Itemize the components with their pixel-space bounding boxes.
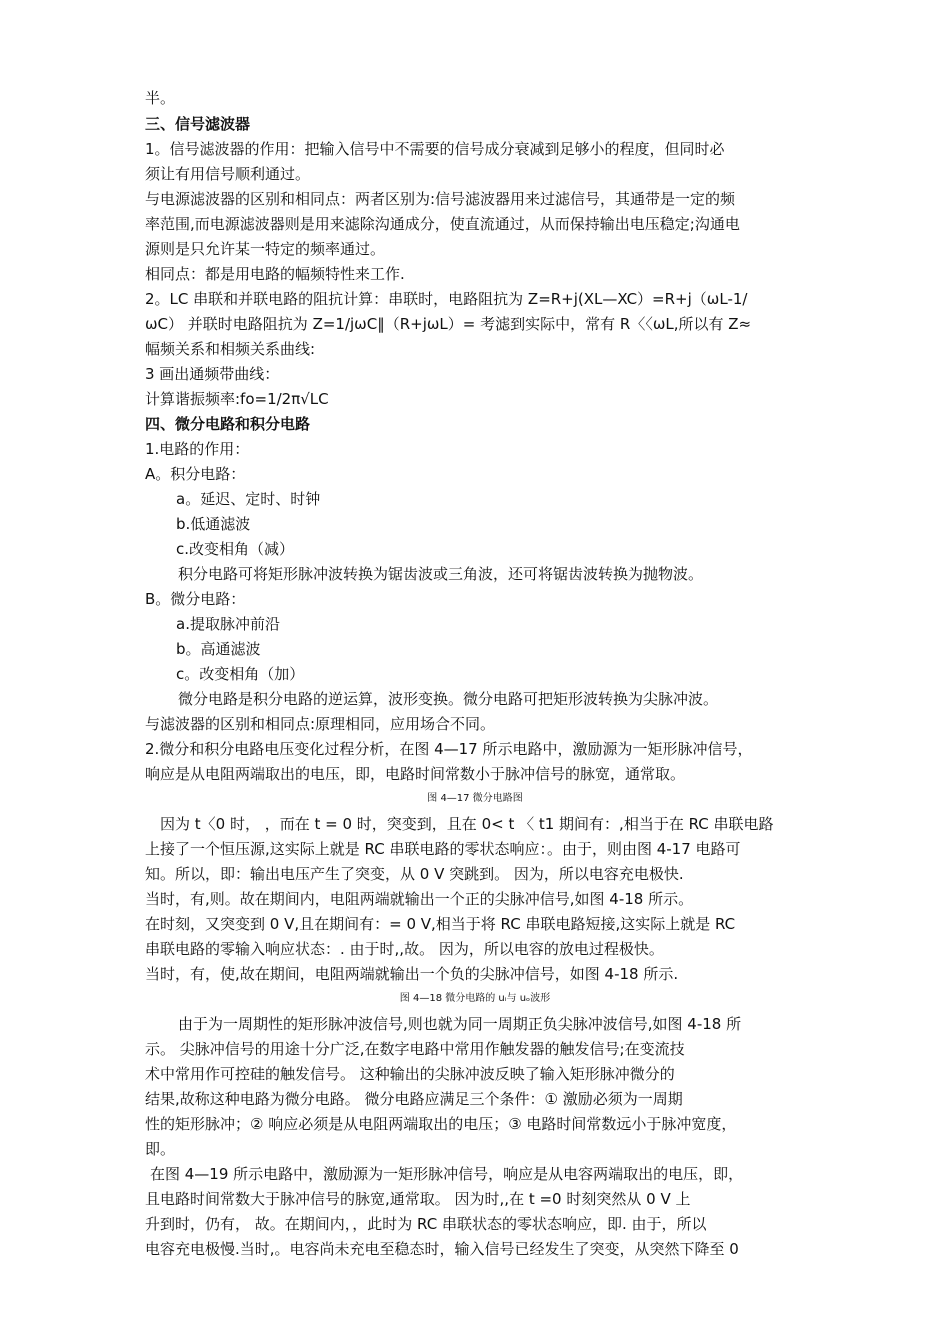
section-heading: 四、微分电路和积分电路	[145, 415, 311, 433]
text-line: 示。 尖脉冲信号的用途十分广泛,在数字电路中常用作触发器的触发信号;在变流技	[145, 1040, 685, 1058]
figure-caption: 图 4—17 微分电路图	[427, 793, 523, 804]
text-line: 因为 t〈0 时， ，而在 t = 0 时，突变到，且在 0< t 〈 t1 期间有：,相当于在 RC 串联电路	[160, 815, 774, 833]
list-item: a。延迟、定时、时钟	[176, 490, 321, 508]
text-line: 知。所以，即：输出电压产生了突变，从 0 V 突跳到。 因为，所以电容充电极快.	[145, 865, 684, 883]
text-line: 2.微分和积分电路电压变化过程分析，在图 4—17 所示电路中，激励源为一矩形脉冲信号，	[145, 740, 753, 758]
text-line: 2。LC 串联和并联电路的阻抗计算：串联时，电路阻抗为 Z=R+j(XL—XC）=R+j（ωL-1/	[145, 290, 748, 308]
section-heading: 三、信号滤波器	[145, 115, 251, 133]
list-item: a.提取脉冲前沿	[176, 615, 280, 633]
text-line: 上接了一个恒压源,这实际上就是 RC 串联电路的零状态响应：。由于，则由图 4-17 电路可	[145, 840, 741, 858]
list-item: b.低通滤波	[176, 515, 251, 533]
text-line: 当时，有,则。故在期间内，电阻两端就输出一个正的尖脉冲信号,如图 4-18 所示。	[145, 890, 694, 908]
text-line: 结果,故称这种电路为微分电路。 微分电路应满足三个条件：① 激励必须为一周期	[145, 1090, 683, 1108]
text-line: 与滤波器的区别和相同点:原理相同，应用场合不同。	[145, 715, 496, 733]
text-line: 3 画出通频带曲线：	[145, 365, 280, 383]
text-line: 幅频关系和相频关系曲线:	[145, 340, 316, 358]
text-line: ωC） 并联时电路阻抗为 Z=1/jωC‖（R+jωL）= 考滤到实际中，常有 R〈〈ωL,所以有 Z≈	[145, 315, 752, 333]
text-line: 升到时，仍有， 故。在期间内，，此时为 RC 串联状态的零状态响应，即. 由于，所以	[145, 1215, 707, 1233]
list-item: b。高通滤波	[176, 640, 261, 658]
text-line: 率范围,而电源滤波器则是用来滤除沟通成分，使直流通过，从而保持输出电压稳定;沟通电	[145, 215, 740, 233]
text-line: 即。	[145, 1140, 176, 1158]
list-item: c。改变相角（加）	[176, 665, 305, 683]
text-line: 微分电路是积分电路的逆运算，波形变换。微分电路可把矩形波转换为尖脉冲波。	[178, 690, 719, 708]
text-line: 须让有用信号顺利通过。	[145, 165, 311, 183]
text-line: 源则是只允许某一特定的频率通过。	[145, 240, 386, 258]
text-line: 与电源滤波器的区别和相同点：两者区别为:信号滤波器用来过滤信号，其通带是一定的频	[145, 190, 736, 208]
text-line: 性的矩形脉冲；② 响应必须是从电阻两端取出的电压；③ 电路时间常数远小于脉冲宽度，	[145, 1115, 737, 1133]
text-line: 半。	[145, 89, 176, 107]
text-line: 在时刻，又突变到 0 V,且在期间有：= 0 V,相当于将 RC 串联电路短接,这实际上就是 RC	[145, 915, 736, 933]
text-line: 由于为一周期性的矩形脉冲波信号,则也就为同一周期正负尖脉冲波信号,如图 4-18 所	[178, 1015, 742, 1033]
text-line: 1。信号滤波器的作用：把输入信号中不需要的信号成分衰减到足够小的程度，但同时必	[145, 140, 725, 158]
text-line: 在图 4—19 所示电路中，激励源为一矩形脉冲信号，响应是从电容两端取出的电压，即，	[150, 1165, 744, 1183]
text-line: 且电路时间常数大于脉冲信号的脉宽,通常取。 因为时,,在 t =0 时刻突然从 0 V 上	[145, 1190, 691, 1208]
text-line: 积分电路可将矩形脉冲波转换为锯齿波或三角波，还可将锯齿波转换为抛物波。	[178, 565, 704, 583]
text-line: 响应是从电阻两端取出的电压，即，电路时间常数小于脉冲信号的脉宽，通常取。	[145, 765, 686, 783]
text-line: A。积分电路：	[145, 465, 246, 483]
text-line: 电容充电极慢.当时,。电容尚未充电至稳态时，输入信号已经发生了突变，从突然下降至 0	[145, 1240, 739, 1258]
figure-caption: 图 4—18 微分电路的 uᵢ与 uₒ波形	[399, 993, 551, 1004]
text-line: 串联电路的零输入响应状态：. 由于时,,故。 因为，所以电容的放电过程极快。	[145, 940, 664, 958]
text-line: 1.电路的作用：	[145, 440, 250, 458]
text-line: 术中常用作可控硅的触发信号。 这种输出的尖脉冲波反映了输入矩形脉冲微分的	[145, 1065, 675, 1083]
text-line: 相同点：都是用电路的幅频特性来工作.	[145, 265, 405, 283]
text-line: 计算谐振频率:fo=1/2π√LC	[145, 390, 329, 408]
text-line: B。微分电路：	[145, 590, 246, 608]
text-line: 当时，有，使,故在期间，电阻两端就输出一个负的尖脉冲信号，如图 4-18 所示.	[145, 965, 679, 983]
list-item: c.改变相角（减）	[176, 540, 295, 558]
